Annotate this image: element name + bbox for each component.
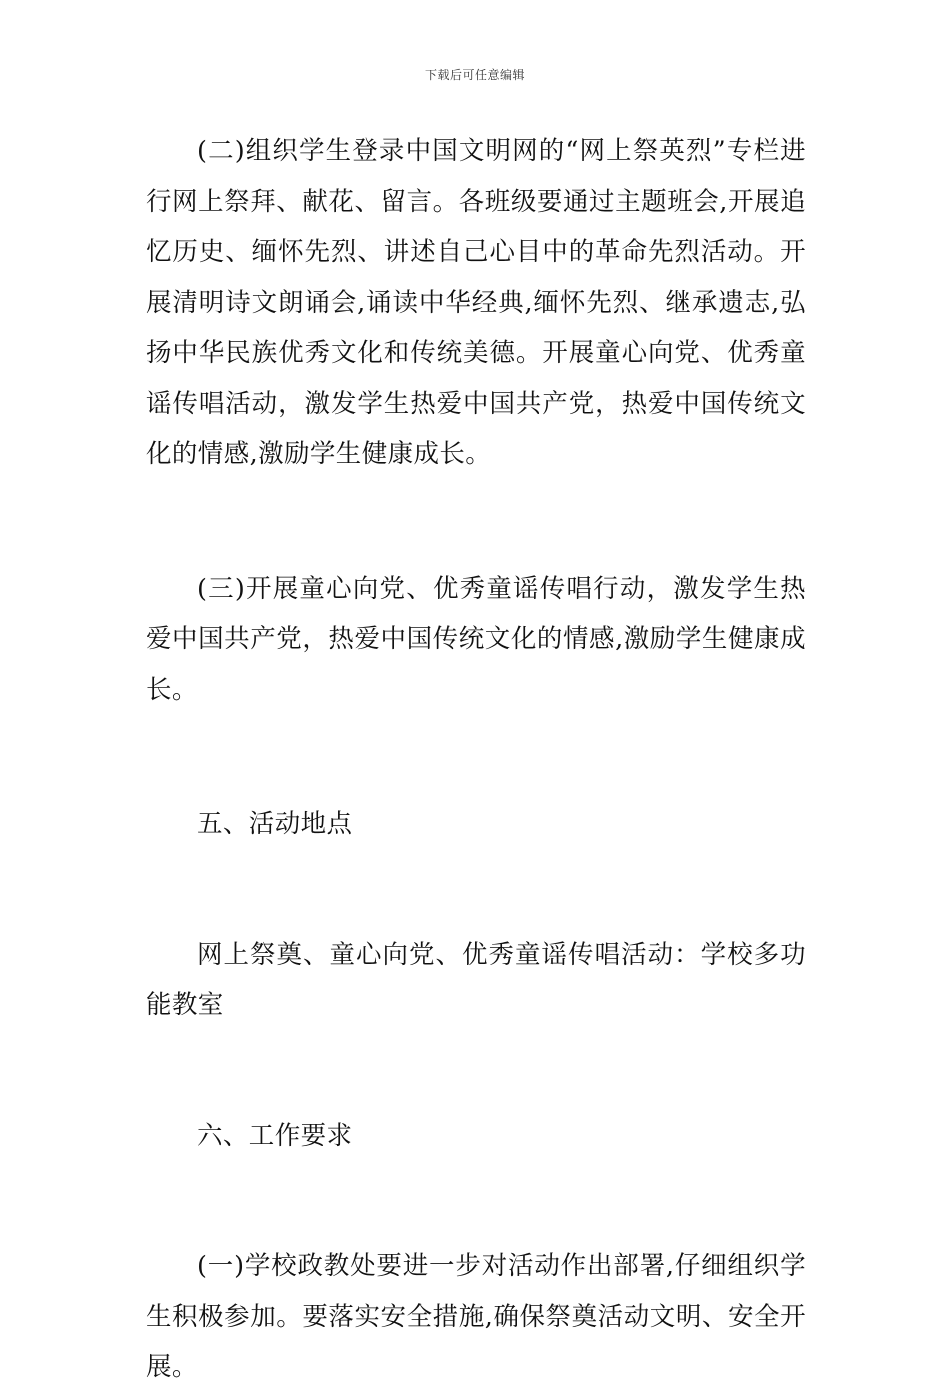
- page-header-note: 下载后可任意编辑: [424, 68, 525, 82]
- paragraph-item-3: (三)开展童心向党、优秀童谣传唱行动，激发学生热爱中国共产党，热爱中国传统文化的情感,激励学生健康成长。: [146, 573, 806, 705]
- section-five-body: 网上祭奠、童心向党、优秀童谣传唱活动：学校多功能教室: [146, 939, 806, 1020]
- document-body: [146, 126, 806, 1393]
- section-six-item-1: (一)学校政教处要进一步对活动作出部署,仔细组织学生积极参加。要落实安全措施,确保祭奠活动文明、安全开展。: [146, 1251, 806, 1382]
- section-five-title: 五、活动地点: [197, 809, 353, 839]
- paragraph-spacer: [146, 480, 806, 564]
- paragraph-item-2: (二)组织学生登录中国文明网的“网上祭英烈”专栏进行网上祭拜、献花、留言。各班级要通过主题班会,开展追忆历史、缅怀先烈、讲述自己心目中的革命先烈活动。开展清明诗文朗诵会,诵读中华经典,缅怀先烈、继承遗志,弘扬中华民族优秀文化和传统美德。开展童心向党、优秀童谣传唱活动，激发学生热爱中国共产党，热爱中国传统文化的情感,激励学生健康成长。: [146, 136, 806, 469]
- section-six-title: 六、工作要求: [197, 1120, 353, 1151]
- paragraph-spacer: [146, 715, 806, 799]
- paragraph-spacer: [146, 1031, 806, 1111]
- paragraph-spacer: [146, 850, 806, 930]
- paragraph-spacer: [146, 1161, 806, 1241]
